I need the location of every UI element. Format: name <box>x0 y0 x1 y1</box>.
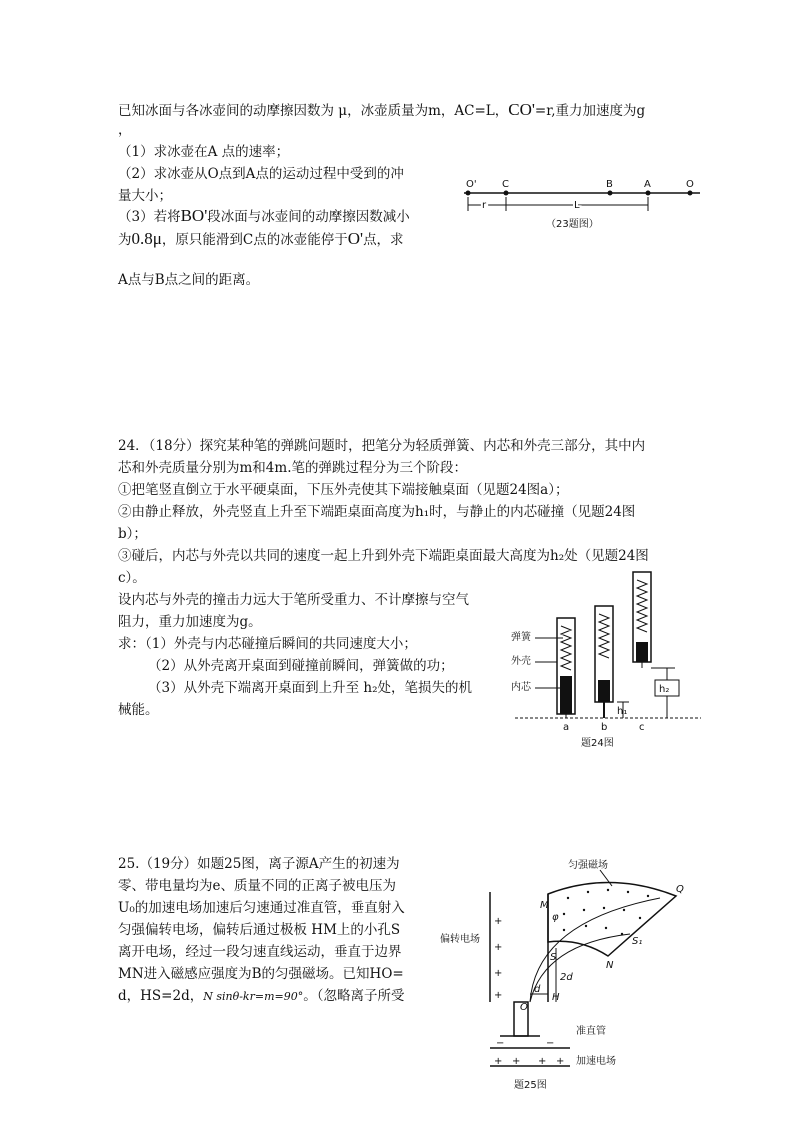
pen-c <box>633 572 651 668</box>
point-a: A <box>644 179 651 190</box>
q24-line13: 械能。 <box>118 702 159 718</box>
q23-bo: BO' <box>180 206 208 225</box>
point-o-prime: O' <box>466 179 477 190</box>
minus-2: − <box>546 1038 555 1049</box>
q23-o: O' <box>347 229 364 248</box>
q23-part2-cont: 量大小； <box>118 188 172 204</box>
label-o: O <box>520 1002 528 1013</box>
plus-7: + <box>538 1056 547 1067</box>
label-deflect: 偏转电场 <box>440 934 480 945</box>
plus-4: + <box>494 990 503 1001</box>
q23-text: （3）若将 <box>118 209 181 225</box>
q24-line7: c）。 <box>118 570 146 586</box>
q25-line4: 匀强偏转电场，偏转后通过极板 HM上的小孔S <box>118 922 401 938</box>
q24-line3: ①把笔竖直倒立于水平硬桌面，下压外壳使其下端接触桌面（见题24图a）； <box>118 482 569 498</box>
q24-line1: 24．（18分）探究某种笔的弹跳问题时，把笔分为轻质弹簧、内芯和外壳三部分，其中内 <box>118 438 646 454</box>
q25-line7 <box>118 988 404 1004</box>
figure-caption: （23题图） <box>546 219 599 230</box>
label-magfield: 匀强磁场 <box>568 860 608 871</box>
q23-line2: ， <box>118 122 132 138</box>
q25-line1: 25.（19分）如题25图，离子源A产生的初速为 <box>118 856 400 872</box>
q25-line6: MN进入磁感应强度为B的匀强磁场。已知HO= <box>118 966 404 982</box>
label-spring: 弹簧 <box>511 632 531 643</box>
label-m: M <box>540 900 549 911</box>
q23-co: CO' <box>508 100 535 119</box>
q25-text: d，HS=2d， <box>118 988 204 1004</box>
q23-text: ，原只能滑到C点的冰壶能停于 <box>161 232 348 248</box>
label-h1: h₁ <box>617 706 628 717</box>
label-s1: S₁ <box>632 936 643 947</box>
label-q: Q <box>676 884 684 895</box>
pen-a <box>557 618 575 718</box>
q23-part1: （1）求冰壶在A 点的速率； <box>118 144 290 160</box>
plus-3: + <box>494 968 503 979</box>
q25-text: 。（忽略离子所受 <box>303 988 405 1004</box>
q25-line3: U₀的加速电场加速后匀速通过准直管，垂直射入 <box>118 900 405 916</box>
label-h: H <box>552 992 560 1003</box>
label-phi: φ <box>552 912 559 923</box>
plus-5: + <box>494 1056 503 1067</box>
pen-b <box>595 606 613 718</box>
label-collimator: 准直管 <box>576 1026 606 1037</box>
q23-text: 点，求 <box>363 232 404 248</box>
q24-line4: ②由静止释放，外壳竖直上升至下端距桌面高度为h₁时，与静止的内芯碰撞（见题24图 <box>118 504 636 520</box>
label-h2: h₂ <box>659 684 670 695</box>
label-accel: 加速电场 <box>576 1056 616 1067</box>
figure-caption: 题25图 <box>514 1080 547 1091</box>
q24-figure <box>505 568 705 753</box>
q24-line12: （3）从外壳下端离开桌面到上升至 h₂处，笔损失的机 <box>148 680 472 696</box>
q24-line11: （2）从外壳离开桌面到碰撞前瞬间，弹簧做的功； <box>148 658 454 674</box>
q23-text: 已知冰面与各冰壶间的动摩擦因数为 μ，冰壶质量为m，AC=L， <box>118 103 509 119</box>
q25-figure <box>440 852 690 1092</box>
label-r: r <box>482 200 487 211</box>
plus-6: + <box>512 1056 521 1067</box>
point-b: B <box>606 179 613 190</box>
label-2d: 2d <box>560 972 573 983</box>
point-c: C <box>502 179 509 190</box>
q23-line1 <box>118 100 645 120</box>
q23-part3-cont <box>118 229 404 249</box>
minus-1: − <box>496 1038 505 1049</box>
q23-text: =r,重力加速度为g <box>534 103 646 119</box>
label-b: b <box>601 722 608 733</box>
q24-line5: b）； <box>118 526 147 542</box>
label-l: L <box>574 200 580 211</box>
point-o: O <box>686 179 694 190</box>
q25-line5: 离开电场，经过一段匀速直线运动，垂直于边界 <box>118 944 402 960</box>
q24-line9: 阻力，重力加速度为g。 <box>118 614 262 630</box>
q23-part3 <box>118 206 410 226</box>
q23-part3-end: A点与B点之间的距离。 <box>118 272 260 288</box>
q23-mu: 0.8μ <box>131 229 162 248</box>
label-core: 内芯 <box>511 682 531 693</box>
q23-figure <box>462 175 712 235</box>
label-c: c <box>639 722 645 733</box>
figure-caption: 题24图 <box>581 738 614 749</box>
q23-text: 段冰面与冰壶间的动摩擦因数减小 <box>207 209 410 225</box>
q24-line2: 芯和外壳质量分别为m和4m.笔的弹跳过程分为三个阶段： <box>118 460 467 476</box>
label-shell: 外壳 <box>511 656 531 667</box>
q25-line2: 零、带电量均为e、质量不同的正离子被电压为 <box>118 878 396 894</box>
q25-equation: N sinθ-kr=m=90° <box>203 990 304 1003</box>
plus-2: + <box>494 942 503 953</box>
label-a: a <box>563 722 570 733</box>
q24-line6: ③碰后，内芯与外壳以共同的速度一起上升到外壳下端距桌面最大高度为h₂处（见题24图 <box>118 548 649 564</box>
q23-text: 为 <box>118 232 132 248</box>
plus-8: + <box>556 1056 565 1067</box>
q24-line10: 求：（1）外壳与内芯碰撞后瞬间的共同速度大小； <box>118 636 417 652</box>
plus-1: + <box>494 916 503 927</box>
label-d: d <box>534 984 541 995</box>
q24-line8: 设内芯与外壳的撞击力远大于笔所受重力、不计摩擦与空气 <box>118 592 469 608</box>
label-s: S <box>550 952 557 963</box>
label-n: N <box>606 960 614 971</box>
q23-part2: （2）求冰壶从O点到A点的运动过程中受到的冲 <box>118 166 404 182</box>
